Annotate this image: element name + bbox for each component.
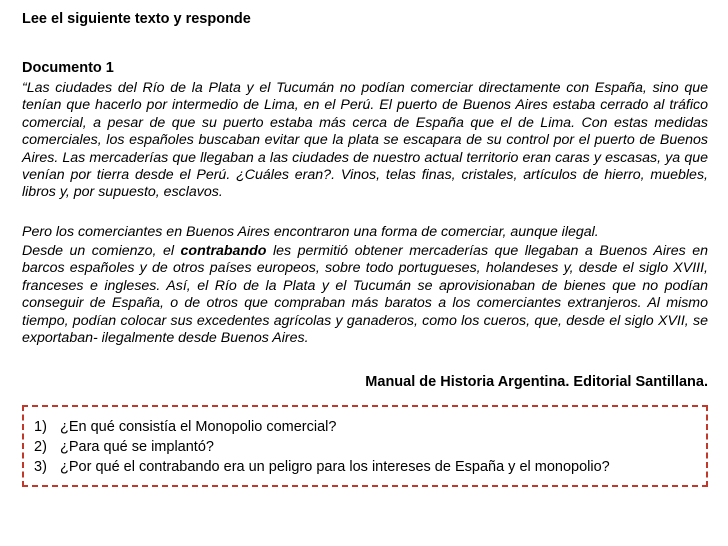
document-paragraph-3 <box>22 243 708 347</box>
paragraph-3-before-text: Desde un comienzo, el <box>22 243 181 259</box>
question-number: 2) <box>34 439 47 455</box>
paragraph-3-after-text: les permitió obtener mercaderías que llegaban a Buenos Aires en barcos españoles y de otros países europeos, sobre todo portugueses, holandeses y, desde el siglo XVIII, franceses e ingleses. Así, el Río de la Plata y el Tucumán se aprovisionaban de bienes que no podían conseguir de España, o de otros que compraban más baratos a los comerciantes extranjeros. Al mismo tiempo, podían colocar sus excedentes agrícolas y ganaderos, como los cueros, que, desde el siglo XVII, se exportaban- ilegalmente desde Buenos Aires. <box>22 243 708 347</box>
questions-box <box>22 405 708 487</box>
question-item <box>34 417 610 437</box>
source-citation: Manual de Historia Argentina. Editorial Santillana. <box>365 374 708 390</box>
question-item <box>34 437 610 457</box>
question-text: ¿Para qué se implantó? <box>60 439 214 455</box>
question-number: 1) <box>34 419 47 435</box>
question-number: 3) <box>34 459 47 475</box>
document-paragraph-2: Pero los comerciantes en Buenos Aires encontraron una forma de comerciar, aunque ilegal. <box>22 224 599 240</box>
question-text: ¿En qué consistía el Monopolio comercial? <box>60 419 337 435</box>
document-title: Documento 1 <box>22 60 114 76</box>
instruction-heading: Lee el siguiente texto y responde <box>22 11 251 27</box>
document-paragraph-1: “Las ciudades del Río de la Plata y el Tucumán no podían comerciar directamente con España, sino que tenían que hacerlo por intermedio de Lima, en el Perú. El puerto de Buenos Aires estaba cerrado al tráfico comercial, a pesar de que su puerto estaba más cerca de España que el de Lima. Con estas medidas comerciales, los españoles buscaban evitar que la plata se escapara de su control por el puerto de Buenos Aires. Las mercaderías que llegaban a las ciudades de nuestro actual territorio eran caras y escasas, ya que venían por tierra desde el Perú. ¿Cuáles eran?. Vinos, telas finas, cristales, artículos de hierro, muebles, libros y, por supuesto, esclavos. <box>22 80 708 201</box>
question-text: ¿Por qué el contrabando era un peligro para los intereses de España y el monopolio? <box>60 459 610 475</box>
question-item <box>34 457 610 477</box>
contrabando-bold-term: contrabando <box>180 243 267 259</box>
questions-list <box>34 417 610 477</box>
